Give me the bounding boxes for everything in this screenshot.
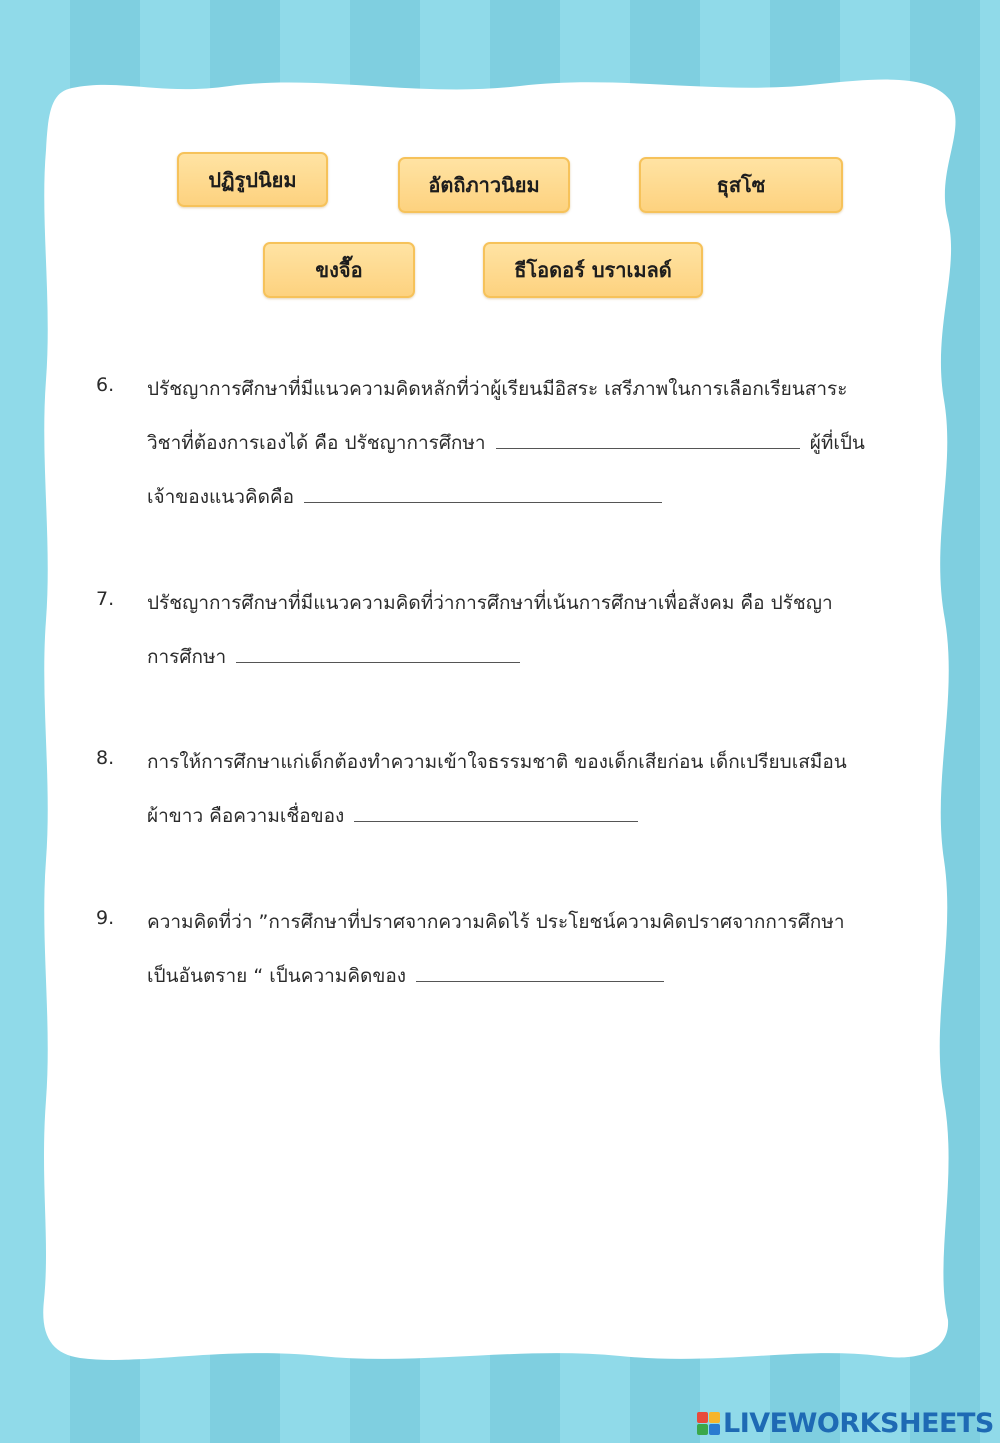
question-text: ปรัชญาการศึกษาที่มีแนวความคิดหลักที่ว่าผู้เรียนมีอิสระ เสรีภาพในการเลือกเรียนสาระ [147, 378, 848, 400]
question-number: 7. [96, 588, 115, 610]
logo-text: LIVEWORKSHEETS [723, 1408, 994, 1439]
liveworksheets-logo [697, 1408, 994, 1439]
option-chip-4[interactable]: ขงจื๊อ [263, 242, 415, 298]
answer-blank[interactable] [236, 644, 520, 663]
answer-blank[interactable] [354, 803, 638, 822]
question-line [147, 801, 642, 831]
answer-blank[interactable] [496, 430, 800, 449]
question-text: ความคิดที่ว่า ”การศึกษาที่ปราศจากความคิดไร้ ประโยชน์ความคิดปราศจากการศึกษา [147, 911, 845, 933]
option-chip-3[interactable]: ธุสโซ [639, 157, 843, 213]
question-line [147, 428, 865, 458]
question-text: การให้การศึกษาแก่เด็กต้องทำความเข้าใจธรรมชาติ ของเด็กเสียก่อน เด็กเปรียบเสมือน [147, 751, 847, 773]
question-line [147, 642, 524, 672]
answer-blank[interactable] [304, 484, 662, 503]
question-number: 9. [96, 907, 115, 929]
question-text: เป็นอันตราย “ เป็นความคิดของ [147, 965, 407, 987]
question-text: วิชาที่ต้องการเองได้ คือ ปรัชญาการศึกษา [147, 432, 486, 454]
live-badge-icon [697, 1412, 720, 1435]
question-text: ปรัชญาการศึกษาที่มีแนวความคิดที่ว่าการศึกษาที่เน้นการศึกษาเพื่อสังคม คือ ปรัชญา [147, 592, 833, 614]
question-number: 6. [96, 374, 115, 396]
question-text: เจ้าของแนวคิดคือ [147, 486, 295, 508]
question-text: การศึกษา [147, 646, 227, 668]
answer-blank[interactable] [416, 963, 664, 982]
question-number: 8. [96, 747, 115, 769]
option-chip-1[interactable]: ปฏิรูปนิยม [177, 152, 328, 207]
option-chip-5[interactable]: ธีโอดอร์ บราเมลด์ [483, 242, 703, 298]
option-chip-2[interactable]: อัตถิภาวนิยม [398, 157, 570, 213]
question-line [147, 961, 668, 991]
question-text: ผู้ที่เป็น [809, 432, 865, 454]
question-line [147, 482, 666, 512]
question-text: ผ้าขาว คือความเชื่อของ [147, 805, 345, 827]
